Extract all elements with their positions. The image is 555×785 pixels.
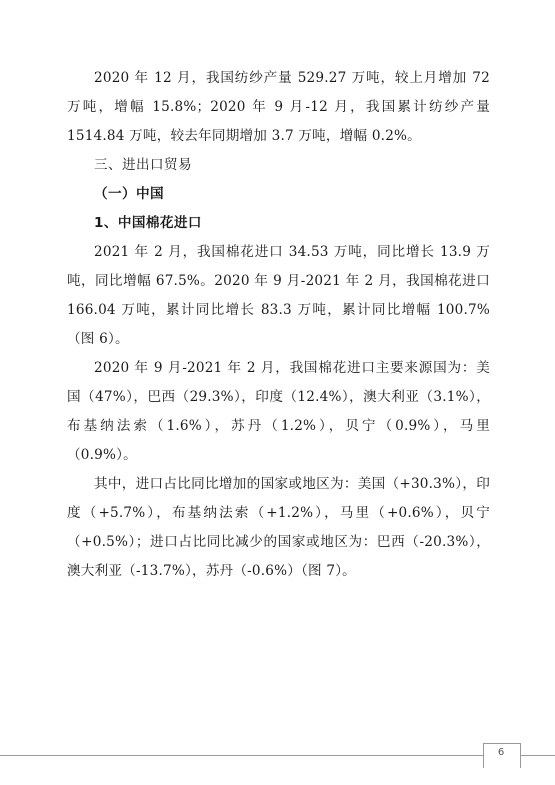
- item-heading-cotton-import: 1、中国棉花进口: [94, 215, 202, 231]
- paragraph-cotton-import-volume: 2021 年 2 月，我国棉花进口 34.53 万吨，同比增长 13.9 万吨，同比增幅 67.5%。2020 年 9 月-2021 年 2 月，我国棉花进口 166.04 万吨，累计同比增长 83.3 万吨，累计同比增幅 100.7%（图 6）。: [67, 244, 490, 347]
- paragraph-import-share-change: 其中，进口占比同比增加的国家或地区为：美国（+30.3%），印度（+5.7%），布基纳法索（+1.2%），马里（+0.6%），贝宁（+0.5%）；进口占比同比减少的国家或地区为：巴西（-20.3%），澳大利亚（-13.7%），苏丹（-0.6%）（图 7）。: [67, 476, 490, 579]
- footer-rule-left: [0, 755, 483, 756]
- paragraph-import-sources: 2020 年 9 月-2021 年 2 月，我国棉花进口主要来源国为：美国（47%），巴西（29.3%），印度（12.4%），澳大利亚（3.1%），布基纳法索（1.6%），苏丹（1.2%），贝宁（0.9%），马里（0.9%）。: [67, 360, 490, 463]
- page-number: 6: [497, 747, 505, 758]
- subsection-heading-china: （一）中国: [94, 186, 164, 202]
- paragraph-yarn-production: 2020 年 12 月，我国纺纱产量 529.27 万吨，较上月增加 72 万吨，增幅 15.8%；2020 年 9 月-12 月，我国累计纺纱产量 1514.84 万吨，较去年同期增加 3.7 万吨，增幅 0.2%。: [67, 70, 490, 144]
- section-heading-trade: 三、进出口贸易: [94, 157, 192, 173]
- footer-rule-right: [520, 755, 555, 756]
- document-body: [67, 64, 490, 586]
